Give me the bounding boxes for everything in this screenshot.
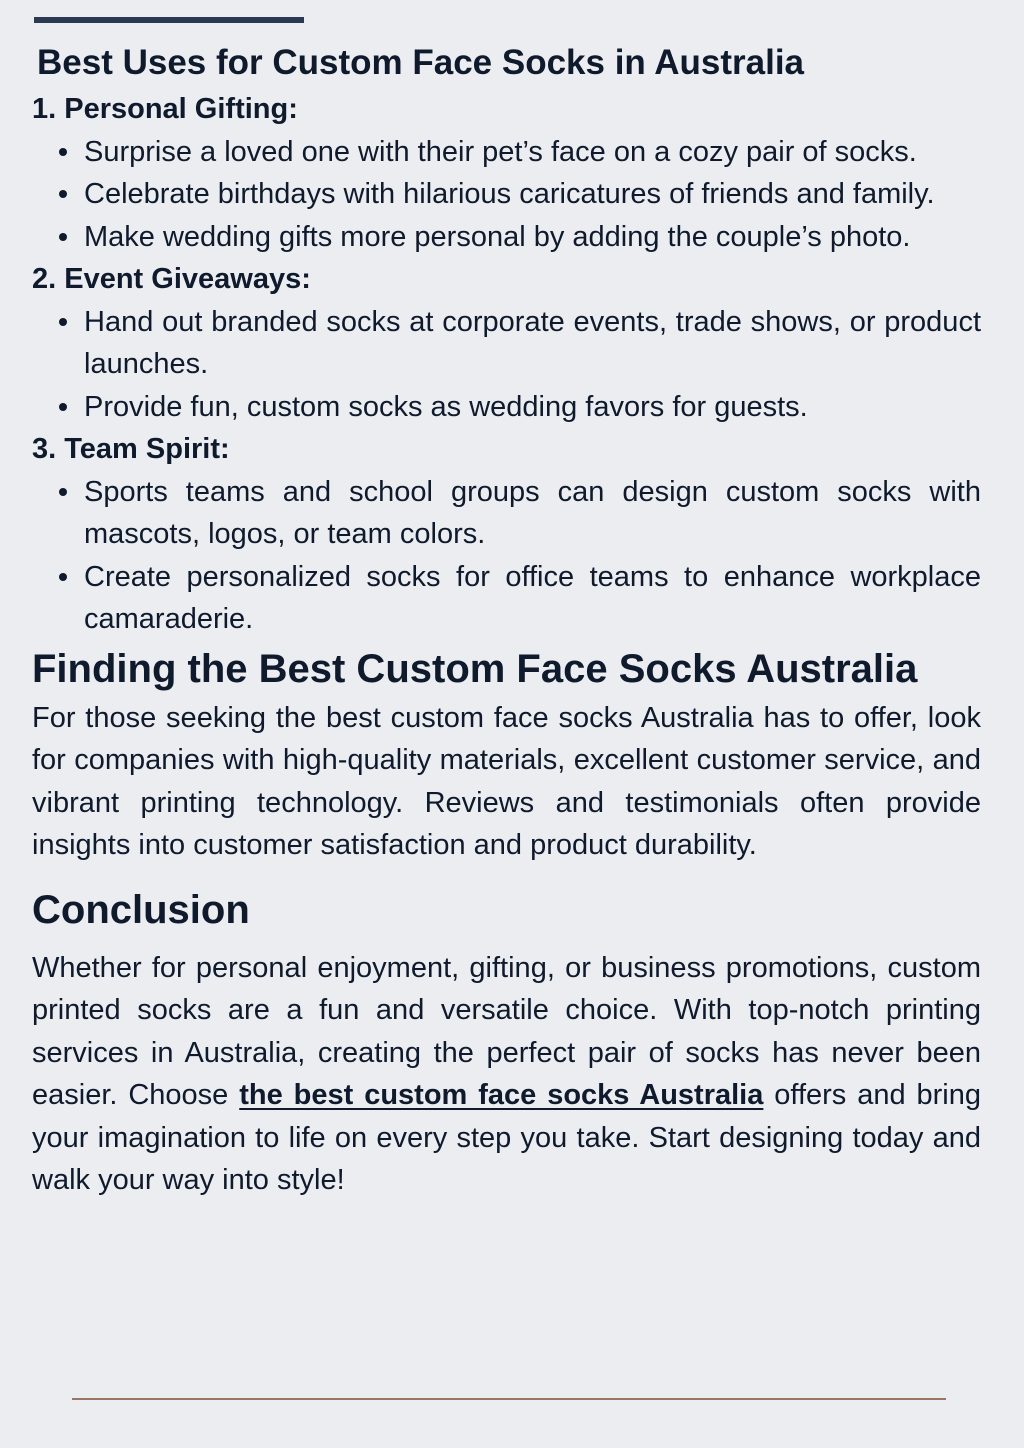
section-heading: 2. Event Giveaways: xyxy=(32,263,311,295)
section-heading: 1. Personal Gifting: xyxy=(32,93,298,125)
conclusion-text-before-link: Whether for personal enjoyment, gifting, or business promotions, custom printed socks are a fun and versatile choice. With top-notch printing services in Australia, creating the perfect pair of socks has never been easier. Choose xyxy=(32,951,981,1111)
list-item: Create personalized socks for office teams to enhance workplace camaraderie. xyxy=(84,556,981,641)
bottom-divider xyxy=(72,1398,946,1400)
section-team-spirit xyxy=(32,428,981,641)
finding-paragraph: For those seeking the best custom face socks Australia has to offer, look for companies with high-quality materials, excellent customer service, and vibrant printing technology. Reviews and testimonials often provide insights into customer satisfaction and product durability. xyxy=(32,701,981,861)
conclusion-paragraph xyxy=(32,947,981,1202)
bullet-list xyxy=(32,301,981,429)
list-item: Celebrate birthdays with hilarious caricatures of friends and family. xyxy=(84,173,981,216)
page-title: Best Uses for Custom Face Socks in Australia xyxy=(37,43,805,82)
list-item: Make wedding gifts more personal by adding the couple’s photo. xyxy=(84,216,981,259)
bullet-list xyxy=(32,131,981,259)
best-custom-face-socks-link[interactable]: the best custom face socks Australia xyxy=(239,1079,764,1111)
list-item: Sports teams and school groups can design custom socks with mascots, logos, or team colors. xyxy=(84,471,981,556)
section-personal-gifting xyxy=(32,88,981,258)
top-accent-bar xyxy=(34,17,304,23)
bullet-list xyxy=(32,471,981,641)
section-event-giveaways xyxy=(32,258,981,428)
document-content xyxy=(32,38,981,1202)
list-item: Provide fun, custom socks as wedding favors for guests. xyxy=(84,386,981,429)
finding-heading: Finding the Best Custom Face Socks Australia xyxy=(32,646,918,691)
list-item: Surprise a loved one with their pet’s face on a cozy pair of socks. xyxy=(84,131,981,174)
conclusion-heading: Conclusion xyxy=(32,887,250,932)
list-item: Hand out branded socks at corporate events, trade shows, or product launches. xyxy=(84,301,981,386)
conclusion-text-after-link: offers and bring your imagination to life on every step you take. Start designing today and walk your way into style! xyxy=(32,1079,981,1196)
section-heading: 3. Team Spirit: xyxy=(32,433,230,465)
